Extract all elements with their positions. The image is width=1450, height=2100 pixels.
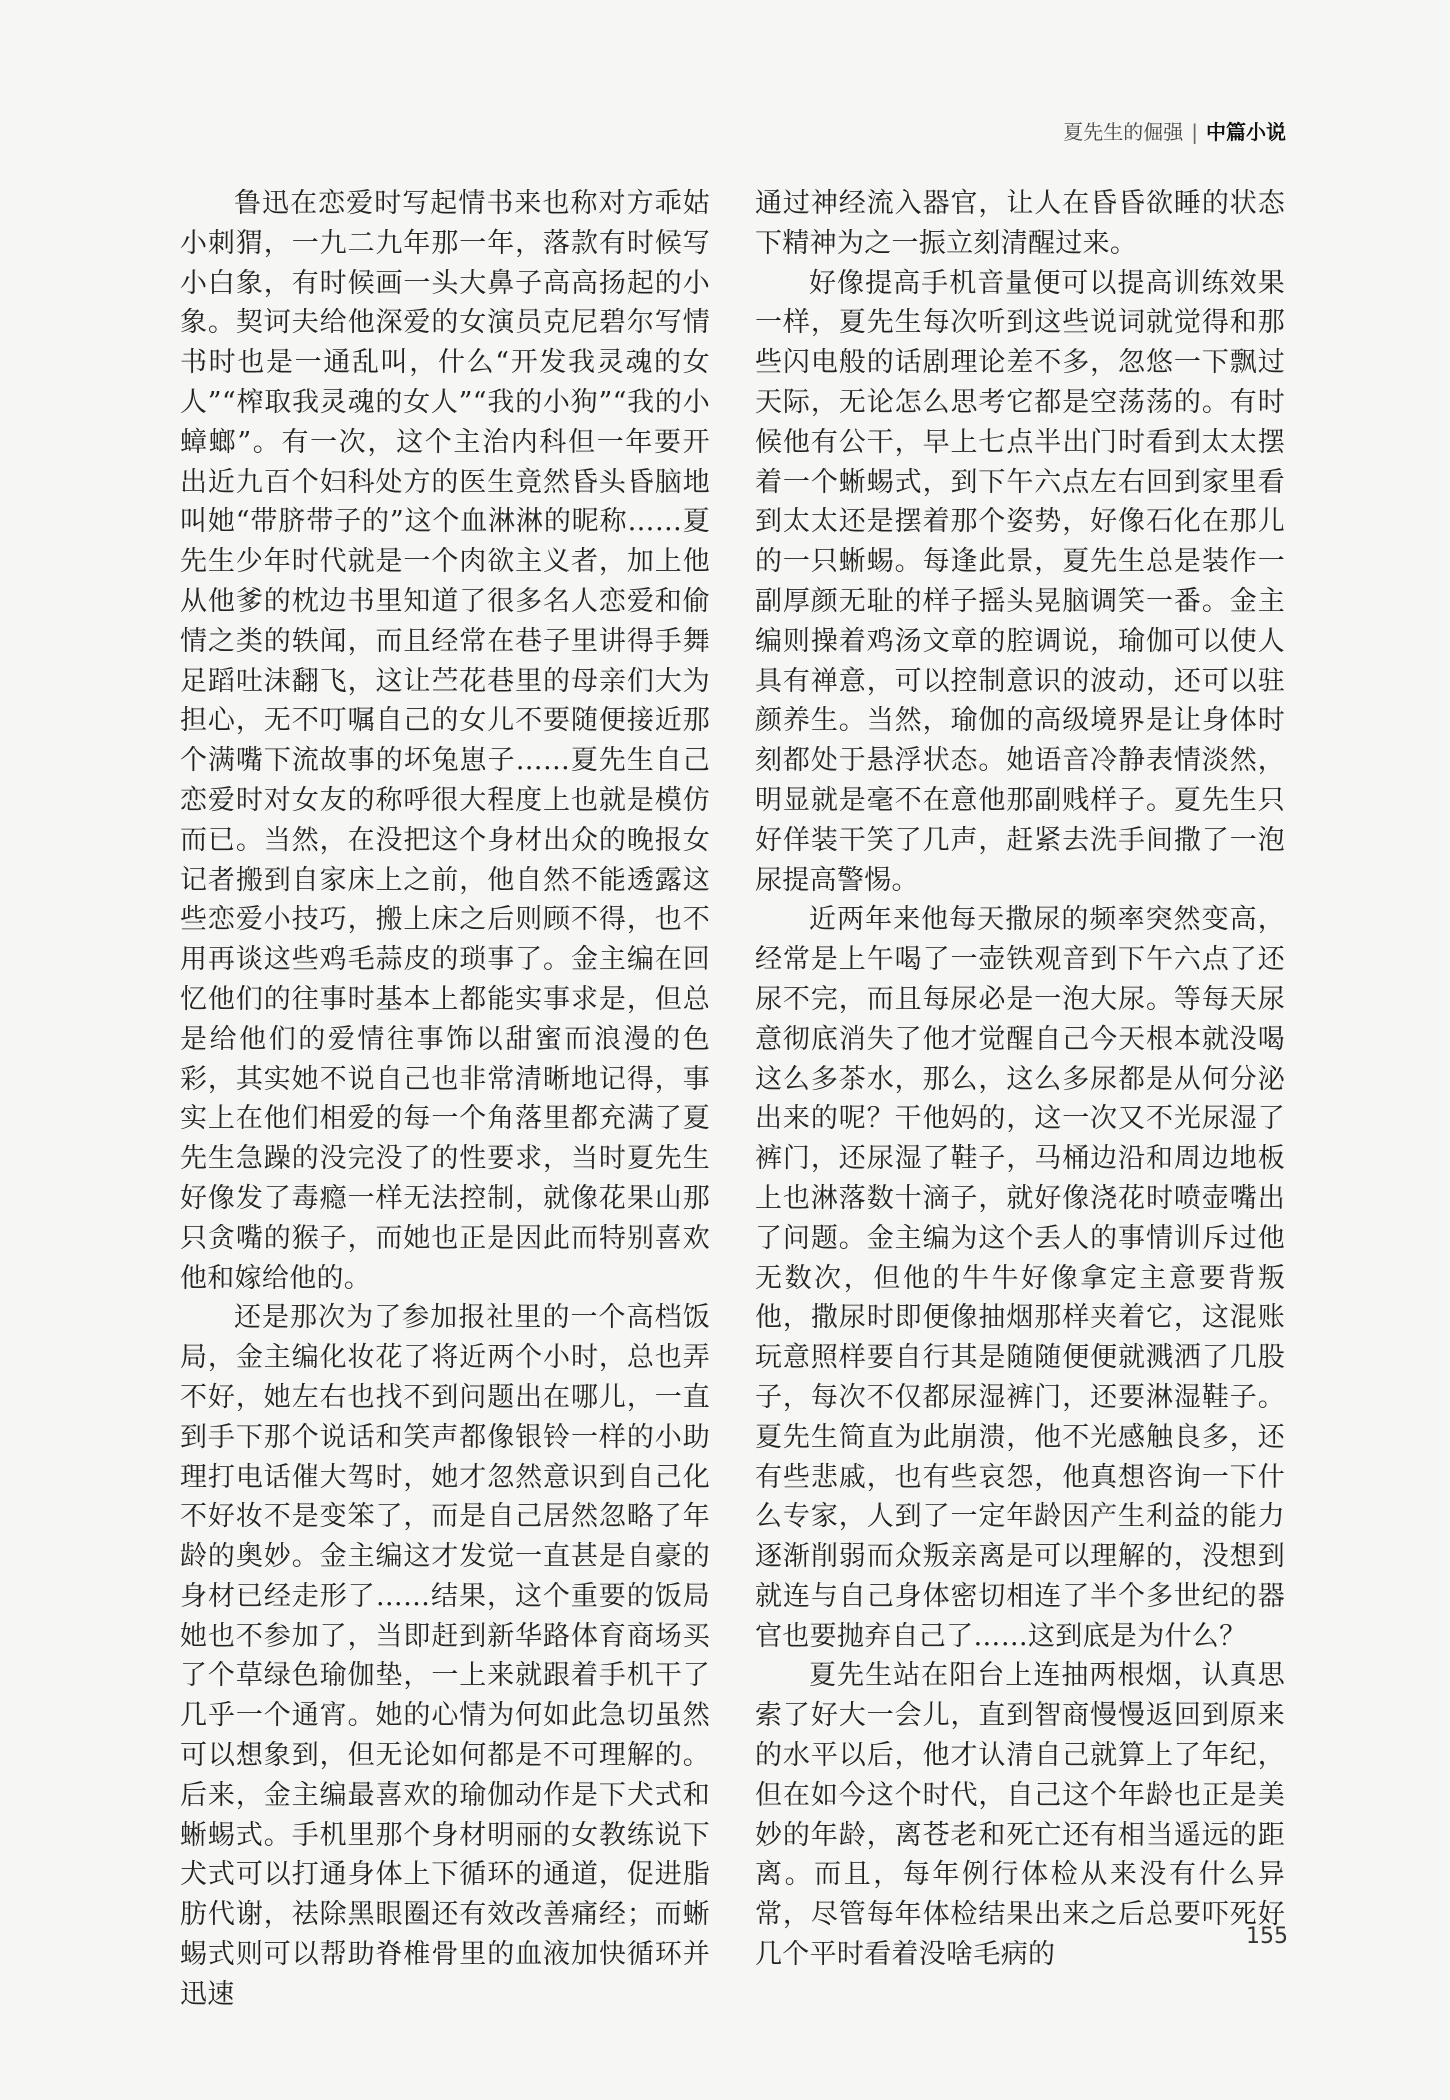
paragraph-continued: 通过神经流入器官，让人在昏昏欲睡的状态下精神为之一振立刻清醒过来。 [755, 188, 1285, 259]
story-title: 夏先生的倔强 [1063, 120, 1184, 144]
paragraph: 近两年来他每天撒尿的频率突然变高，经常是上午喝了一壶铁观音到下午六点了还尿不完，而且每尿必是一泡大尿。等每天尿意彻底消失了他才觉醒自己今天根本就没喝这么多茶水，那么，这么多尿都是从何分泌出来的呢？干他妈的，这一次又不光尿湿了裤门，还尿湿了鞋子，马桶边沿和周边地板上也淋落数十滴子，就好像浇花时喷壶嘴出了问题。金主编为这个丢人的事情训斥过他无数次，但他的牛牛好像拿定主意要背叛他，撒尿时即便像抽烟那样夹着它，这混账玩意照样要自行其是随随便便就溅洒了几股子，每次不仅都尿湿裤门，还要淋湿鞋子。夏先生简直为此崩溃，他不光感触良多，还有些悲戚，也有些哀怨，他真想咨询一下什么专家，人到了一定年龄因产生利益的能力逐渐削弱而众叛亲离是可以理解的，没想到就连与自己身体密切相连了半个多世纪的器官也要抛弃自己了……这到底是为什么？ [755, 904, 1285, 1652]
section-label: 中篇小说 [1206, 120, 1286, 144]
paragraph: 还是那次为了参加报社里的一个高档饭局，金主编化妆花了将近两个小时，总也弄不好，她左右也找不到问题出在哪儿，一直到手下那个说话和笑声都像银铃一样的小助理打电话催大驾时，她才忽然意识到自己化不好妆不是变笨了，而是自己居然忽略了年龄的奥妙。金主编这才发觉一直甚是自豪的身材已经走形了……结果，这个重要的饭局她也不参加了，当即赶到新华路体育商场买了个草绿色瑜伽垫，一上来就跟着手机干了几乎一个通宵。她的心情为何如此急切虽然可以想象到，但无论如何都是不可理解的。后来，金主编最喜欢的瑜伽动作是下犬式和蜥蜴式。手机里那个身材明丽的女教练说下犬式可以打通身体上下循环的通道，促进脂肪代谢，祛除黑眼圈还有效改善痛经；而蜥蜴式则可以帮助脊椎骨里的血液加快循环并迅速 [180, 1302, 710, 2010]
left-column [180, 184, 710, 2015]
right-column [755, 184, 1285, 1975]
paragraph: 鲁迅在恋爱时写起情书来也称对方乖姑小刺猬，一九二九年那一年，落款有时候写小白象，有时候画一头大鼻子高高扬起的小象。契诃夫给他深爱的女演员克尼碧尔写情书时也是一通乱叫，什么“开发我灵魂的女人”“榨取我灵魂的女人”“我的小狗”“我的小蟑螂”。有一次，这个主治内科但一年要开出近九百个妇科处方的医生竟然昏头昏脑地叫她“带脐带子的”这个血淋淋的昵称……夏先生少年时代就是一个肉欲主义者，加上他从他爹的枕边书里知道了很多名人恋爱和偷情之类的轶闻，而且经常在巷子里讲得手舞足蹈吐沫翻飞，这让苎花巷里的母亲们大为担心，无不叮嘱自己的女儿不要随便接近那个满嘴下流故事的坏兔崽子……夏先生自己恋爱时对女友的称呼很大程度上也就是模仿而已。当然，在没把这个身材出众的晚报女记者搬到自家床上之前，他自然不能透露这些恋爱小技巧，搬上床之后则顾不得，也不用再谈这些鸡毛蒜皮的琐事了。金主编在回忆他们的往事时基本上都能实事求是，但总是给他们的爱情往事饰以甜蜜而浪漫的色彩，其实她不说自己也非常清晰地记得，事实上在他们相爱的每一个角落里都充满了夏先生急躁的没完没了的性要求，当时夏先生好像发了毒瘾一样无法控制，就像花果山那只贪嘴的猴子，而她也正是因此而特别喜欢他和嫁给他的。 [180, 188, 710, 1294]
paragraph: 好像提高手机音量便可以提高训练效果一样，夏先生每次听到这些说词就觉得和那些闪电般的话剧理论差不多，忽悠一下飘过天际，无论怎么思考它都是空荡荡的。有时候他有公干，早上七点半出门时看到太太摆着一个蜥蜴式，到下午六点左右回到家里看到太太还是摆着那个姿势，好像石化在那儿的一只蜥蜴。每逢此景，夏先生总是装作一副厚颜无耻的样子摇头晃脑调笑一番。金主编则操着鸡汤文章的腔调说，瑜伽可以使人具有禅意，可以控制意识的波动，还可以驻颜养生。当然，瑜伽的高级境界是让身体时刻都处于悬浮状态。她语音冷静表情淡然，明显就是毫不在意他那副贱样子。夏先生只好佯装干笑了几声，赶紧去洗手间撒了一泡尿提高警惕。 [755, 267, 1285, 896]
running-header [1063, 118, 1286, 146]
header-separator: | [1191, 120, 1198, 144]
paragraph: 夏先生站在阳台上连抽两根烟，认真思索了好大一会儿，直到智商慢慢返回到原来的水平以后，他才认清自己就算上了年纪，但在如今这个时代，自己这个年龄也正是美妙的年龄，离苍老和死亡还有相当遥远的距离。而且，每年例行体检从来没有什么异常，尽管每年体检结果出来之后总要吓死好几个平时看着没啥毛病的 [755, 1660, 1285, 1971]
page-number: 155 [1246, 1924, 1288, 1949]
